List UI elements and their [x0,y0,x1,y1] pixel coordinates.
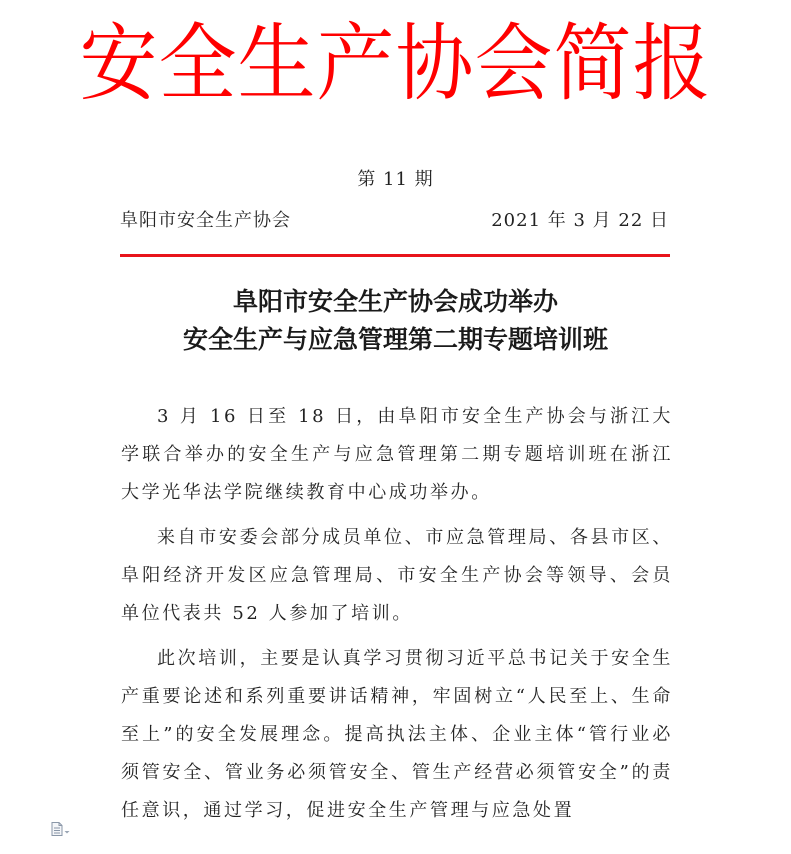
red-divider [120,254,670,257]
paragraph-2: 来自市安委会部分成员单位、市应急管理局、各县市区、阜阳经济开发区应急管理局、市安全生产协会等领导、会员单位代表共 52 人参加了培训。 [121,527,673,624]
masthead-title: 安全生产协会简报 [79,15,712,114]
document-menu-button[interactable] [51,822,77,838]
issue-number: 第 11 期 [357,169,434,190]
chevron-down-icon [63,821,71,840]
document-icon [51,821,63,840]
issue-date: 2021 年 3 月 22 日 [491,210,669,231]
paragraph-3: 此次培训，主要是认真学习贯彻习近平总书记关于安全生产重要论述和系列重要讲话精神，牢固树立“人民至上、生命至上”的安全发展理念。提高执法主体、企业主体“管行业必须管安全、管业务必须管安全、管生产经营必须管安全”的责任意识，通过学习，促进安全生产管理与应急处置 [121,648,673,821]
article-body [121,398,673,837]
issuing-organization: 阜阳市安全生产协会 [120,210,291,231]
article-headline-line1: 阜阳市安全生产协会成功举办 [232,287,558,316]
article-headline-line2: 安全生产与应急管理第二期专题培训班 [182,325,608,354]
paragraph-1: 3 月 16 日至 18 日，由阜阳市安全生产协会与浙江大学联合举办的安全生产与应急管理第二期专题培训班在浙江大学光华法学院继续教育中心成功举办。 [121,406,673,503]
